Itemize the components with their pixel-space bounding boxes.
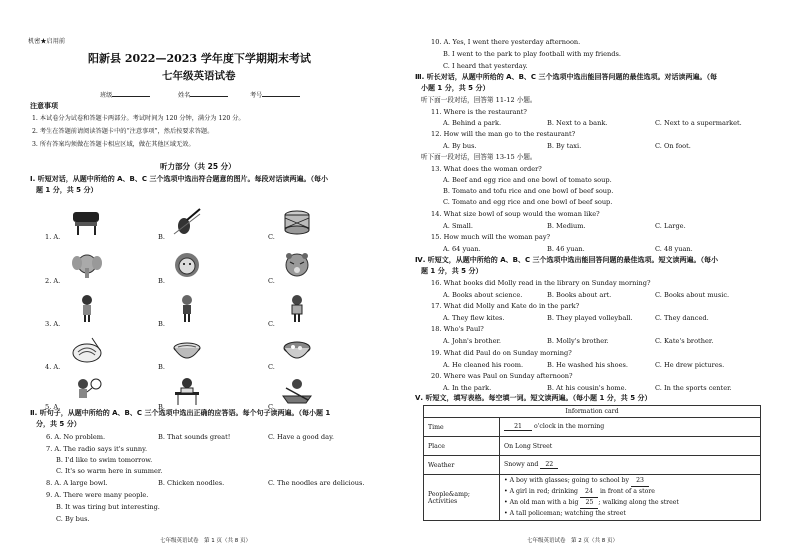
section-4-line-1: Ⅳ. 听短文，从题中所给的 A、B、C 三个选项中选出能回答问题的最佳选项。短文读两遍。（每小 [415, 256, 719, 264]
q2-label-c: C. [268, 277, 275, 285]
confidential-mark: 机密★启用前 [28, 38, 66, 45]
q1-label-a: 1. A. [45, 233, 61, 241]
q3-label-b: B. [158, 320, 165, 328]
q19-option-b: B. He washed his shoes. [547, 361, 629, 369]
q13-question: 13. What does the woman order? [431, 165, 542, 173]
dialogue-intro-1: 听下面一段对话，回答第 11-12 小题。 [421, 96, 537, 104]
tiger-icon [280, 250, 314, 280]
q9-option-a: 9. A. There were many people. [46, 491, 149, 499]
information-card-table [423, 405, 761, 521]
section-4-line-2: 题 1 分，共 5 分） [421, 267, 483, 275]
q5-label-a: 5. A. [45, 403, 61, 411]
q10-option-b: B. I went to the park to play football with my friends. [443, 50, 621, 58]
q2-label-b: B. [158, 277, 165, 285]
activity-1: • A boy with glasses; going to school by 23 [504, 476, 756, 487]
page-footer-1: 七年级英语试卷 第 1 页（共 8 页） [160, 538, 251, 544]
q14-option-b: B. Medium. [547, 222, 586, 230]
q11-question: 11. Where is the restaurant? [431, 108, 527, 116]
q11-option-c: C. Next to a supermarket. [655, 119, 742, 127]
q20-question: 20. Where was Paul on Sunday afternoon? [431, 372, 573, 380]
dialogue-intro-2: 听下面一段对话，回答第 13-15 小题。 [421, 153, 537, 161]
people-activities-label: People&amp; Activities [424, 475, 500, 521]
drum-icon [280, 206, 314, 236]
section-1-line-1: Ⅰ. 听短对话，从题中所给的 A、B、C 三个选项中选出符合题意的图片。每段对话读两遍。（每小 [30, 175, 328, 183]
q18-question: 18. Who's Paul? [431, 325, 484, 333]
listening-part-title: 听力部分（共 25 分） [160, 162, 236, 171]
reading-kid-icon [170, 376, 204, 406]
q14-option-c: C. Large. [655, 222, 686, 230]
q14-option-a: A. Small. [443, 222, 473, 230]
q10-option-c: C. I heard that yesterday. [443, 62, 528, 70]
q20-option-b: B. At his cousin's home. [547, 384, 627, 392]
q19-question: 19. What did Paul do on Sunday morning? [431, 349, 572, 357]
q18-option-c: C. Kate's brother. [655, 337, 714, 345]
q15-option-b: B. 46 yuan. [547, 245, 585, 253]
section-2-line-2: 分，共 5 分） [36, 420, 81, 428]
q19-option-c: C. He drew pictures. [655, 361, 725, 369]
q3-label-c: C. [268, 320, 275, 328]
q15-question: 15. How much will the woman pay? [431, 233, 551, 241]
noodle-bowl-icon [170, 336, 204, 366]
q16-option-c: C. Books about music. [655, 291, 730, 299]
q7-option-b: B. I'd like to swim tomorrow. [56, 456, 153, 464]
blank-21[interactable]: 21 [504, 423, 532, 431]
soup-bowl-icon [280, 336, 314, 366]
q7-option-a: 7. A. The radio says it's sunny. [46, 445, 148, 453]
boating-kid-icon [280, 376, 314, 406]
q13-option-a: A. Beef and egg rice and one bowl of tomato soup. [443, 176, 612, 184]
q20-option-c: C. In the sports center. [655, 384, 732, 392]
q2-label-a: 2. A. [45, 277, 61, 285]
activity-2: • A girl in red; drinking 24 in front of a store [504, 487, 756, 498]
q19-option-a: A. He cleaned his room. [443, 361, 524, 369]
table-header: Information card [424, 406, 761, 418]
elephant-icon [70, 250, 104, 280]
q4-label-a: 4. A. [45, 363, 61, 371]
exam-title: 阳新县 2022—2023 学年度下学期期末考试 [88, 52, 311, 65]
note-2: 2. 考生在答题前请阅读答题卡中的“注意事项”，然后按要求答题。 [32, 128, 214, 135]
q17-option-a: A. They flew kites. [443, 314, 505, 322]
q1-label-c: C. [268, 233, 275, 241]
q20-option-a: A. In the park. [443, 384, 492, 392]
page-footer-2: 七年级英语试卷 第 2 页（共 8 页） [527, 538, 618, 544]
name-field: 姓名 [178, 92, 228, 100]
q7-option-c: C. It's so warm here in summer. [56, 467, 163, 475]
noodle-plate-icon [70, 336, 104, 366]
tennis-boy-icon [70, 376, 104, 406]
q12-option-a: A. By bus. [443, 142, 477, 150]
q6-option-c: C. Have a good day. [268, 433, 335, 441]
q13-option-c: C. Tomato and egg rice and one bowl of beef soup. [443, 198, 613, 206]
child-icon [280, 293, 314, 323]
q18-option-b: B. Molly's brother. [547, 337, 609, 345]
section-2-line-1: Ⅱ. 听句子，从题中所给的 A、B、C 三个选项中选出正确的应答语。每个句子读两遍。（每小题 1 [30, 409, 331, 417]
q6-option-b: B. That sounds great! [158, 433, 231, 441]
piano-icon [70, 206, 104, 236]
q8-option-c: C. The noodles are delicious. [268, 479, 365, 487]
q8-option-a: 8. A. A large bowl. [46, 479, 108, 487]
q4-label-b: B. [158, 363, 165, 371]
q3-label-a: 3. A. [45, 320, 61, 328]
q12-option-c: C. On foot. [655, 142, 691, 150]
q5-label-b: B. [158, 403, 165, 411]
q10-option-a: 10. A. Yes, I went there yesterday afternoon. [431, 38, 581, 46]
girl-icon [70, 293, 104, 323]
place-label: Place [424, 437, 500, 456]
blank-23[interactable]: 23 [631, 476, 649, 487]
time-label: Time [424, 418, 500, 437]
q11-option-a: A. Behind a park. [443, 119, 502, 127]
q11-option-b: B. Next to a bank. [547, 119, 608, 127]
weather-label: Weather [424, 456, 500, 475]
boy-icon [170, 293, 204, 323]
q9-option-b: B. It was tiring but interesting. [56, 503, 160, 511]
note-3: 3. 所有答案均须做在答题卡相应区域，做在其他区域无效。 [32, 141, 195, 148]
q1-label-b: B. [158, 233, 165, 241]
q13-option-b: B. Tomato and tofu rice and one bowl of beef soup. [443, 187, 614, 195]
class-field: 班级 [100, 92, 150, 100]
q4-label-c: C. [268, 363, 275, 371]
q16-question: 16. What books did Molly read in the library on Sunday morning? [431, 279, 651, 287]
violin-icon [170, 206, 204, 236]
people-activities-cell [500, 475, 761, 521]
section-3-line-1: Ⅲ. 听长对话，从题中所给的 A、B、C 三个选项中选出能回答问题的最佳选项。对话读两遍。（每 [415, 73, 717, 81]
exam-subtitle: 七年级英语试卷 [162, 70, 236, 82]
q5-label-c: C. [268, 403, 275, 411]
note-1: 1. 本试卷分为试卷和答题卡两部分。考试时间为 120 分钟，满分为 120 分。 [32, 115, 245, 122]
q17-option-b: B. They played volleyball. [547, 314, 633, 322]
q18-option-a: A. John's brother. [443, 337, 502, 345]
activity-3: • An old man with a big 25 ; walking along the street [504, 498, 756, 509]
id-field: 考号 [250, 92, 300, 100]
class-blank [112, 96, 150, 97]
q17-question: 17. What did Molly and Kate do in the park? [431, 302, 580, 310]
q15-option-c: C. 48 yuan. [655, 245, 693, 253]
q16-option-a: A. Books about science. [443, 291, 523, 299]
q15-option-a: A. 64 yuan. [443, 245, 481, 253]
section-3-line-2: 小题 1 分，共 5 分） [421, 84, 490, 92]
q16-option-b: B. Books about art. [547, 291, 612, 299]
weather-cell: Snowy and 22 [500, 456, 761, 475]
blank-24[interactable]: 24 [580, 487, 598, 498]
blank-25[interactable]: 25 [580, 498, 598, 509]
q6-option-a: 6. A. No problem. [46, 433, 106, 441]
q9-option-c: C. By bus. [56, 515, 90, 523]
q8-option-b: B. Chicken noodles. [158, 479, 225, 487]
section-1-line-2: 题 1 分，共 5 分） [36, 186, 98, 194]
q17-option-c: C. They danced. [655, 314, 709, 322]
name-blank [190, 96, 228, 97]
id-blank [262, 96, 300, 97]
time-cell: 21 o'clock in the morning [500, 418, 761, 437]
q12-question: 12. How will the man go to the restaurant? [431, 130, 576, 138]
lion-icon [170, 250, 204, 280]
activity-4: • A tall policeman; watching the street [504, 510, 626, 517]
notes-title: 注意事项 [30, 102, 58, 110]
section-5-title: Ⅴ. 听短文，填写表格。每空填一词。短文读两遍。（每小题 1 分，共 5 分） [415, 394, 652, 402]
place-value: On Long Street [500, 437, 761, 456]
q12-option-b: B. By taxi. [547, 142, 582, 150]
exam-page-2 [397, 0, 794, 558]
q14-question: 14. What size bowl of soup would the woman like? [431, 210, 600, 218]
blank-22[interactable]: 22 [540, 461, 558, 469]
